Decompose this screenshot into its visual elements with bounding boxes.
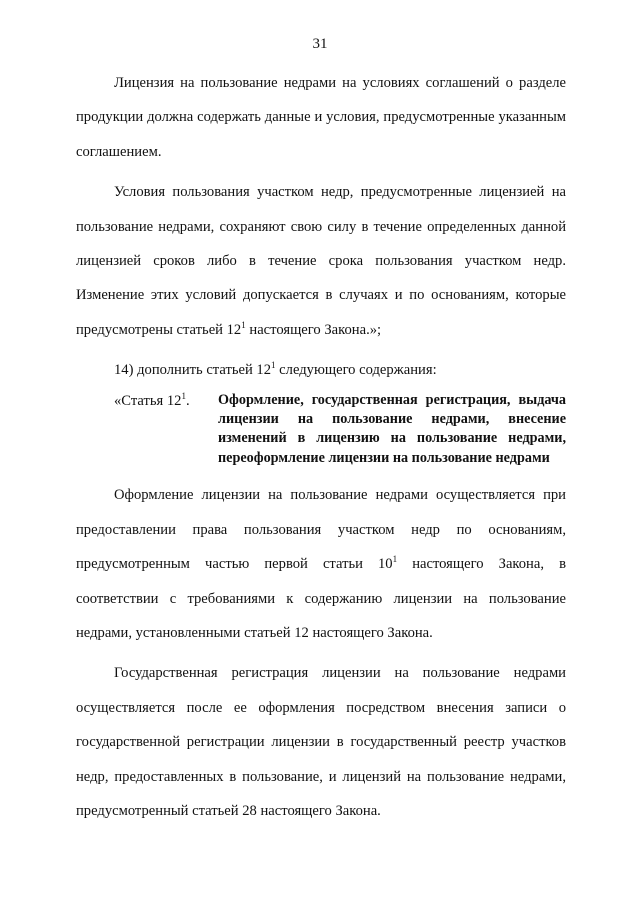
paragraph-text: Условия пользования участком недр, предусмотренные лицензией на пользование недрами, сохраняют свою силу в течение определенных данной лицензией сроков либо в течение срока пользования участком недр. Изменение этих условий допускается в случаях и по основаниям, которые предусмотрены статьей 12 — [76, 184, 566, 338]
superscript: 1 — [392, 554, 398, 565]
item-14-tail: следующего содержания: — [275, 362, 437, 379]
document-body — [76, 66, 566, 828]
paragraph-registration-form — [76, 478, 566, 650]
page-number: 31 — [312, 36, 328, 52]
article-title: Оформление, государственная регистрация, выдача лицензии на пользование недрами, внесение изменений в лицензию на пользование недрами, переоформление лицензии на пользование недрами — [218, 391, 566, 466]
superscript: 1 — [271, 360, 276, 371]
article-label-tail: . — [185, 392, 190, 409]
paragraph-text: Оформление лицензии на пользование недрами осуществляется при предоставлении права пользования участком недр по основаниям, предусмотренным частью первой статьи 10 — [76, 487, 566, 573]
superscript: 1 — [241, 319, 246, 330]
paragraph-license-conditions — [76, 175, 566, 347]
paragraph-license-psa: Лицензия на пользование недрами на условиях соглашений о разделе продукции должна содержать данные и условия, предусмотренные указанным соглашением. — [76, 75, 566, 160]
paragraph-text-tail: настоящего Закона.»; — [245, 321, 382, 338]
item-14 — [76, 353, 566, 387]
article-heading — [114, 391, 566, 469]
superscript: 1 — [181, 390, 186, 401]
article-label-text: «Статья 12 — [114, 392, 182, 409]
paragraph-text-tail: настоящего Закона, в соответствии с требованиями к содержанию лицензии на пользование недрами, установленными статьей 12 настоящего Закона. — [76, 556, 566, 641]
paragraph-state-registration: Государственная регистрация лицензии на пользование недрами осуществляется после ее оформления посредством внесения записи о государственной регистрации лицензии в государственный реестр участков недр, предоставленных в пользование, и лицензий на пользование недрами, предусмотренный статьей 28 настоящего Закона. — [76, 665, 566, 819]
article-label — [114, 391, 218, 469]
item-14-text: 14) дополнить статьей 12 — [114, 362, 272, 379]
